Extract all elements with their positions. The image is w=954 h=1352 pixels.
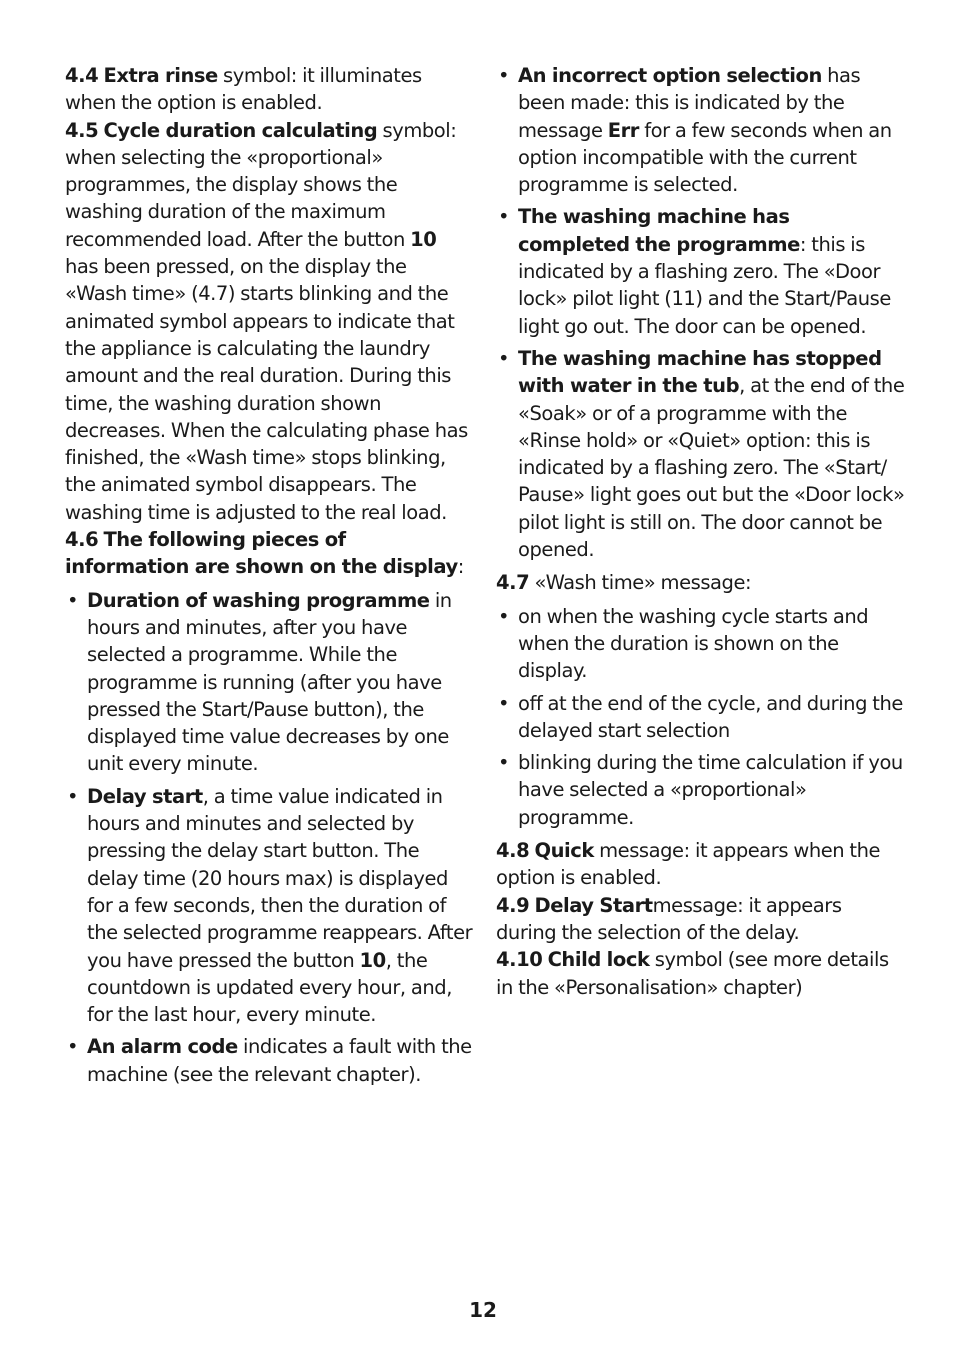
wash-time-list xyxy=(496,603,906,831)
item-title: Duration of washing programme xyxy=(87,588,430,612)
item-text: , a time value indicated in hours and minutes and selected by pressing the delay start button. The delay time (20 hours max) is displayed for a few seconds, then the duration of the selected programme reappears. After you have pressed the button xyxy=(87,784,473,972)
section-title: Cycle duration calculating xyxy=(103,118,378,142)
item-title: An incorrect option selection xyxy=(518,64,822,87)
item-text: : this is indicated by a flashing zero. The «Door lock» pilot light (11) and the Start/Pause light go out. The door can be opened. xyxy=(518,232,891,338)
section-number: 4.6 xyxy=(65,528,99,552)
bullet-icon: • xyxy=(498,346,510,370)
section-text: message: it appears when the option is enabled. xyxy=(496,839,881,890)
list-item xyxy=(496,345,906,563)
section-text: symbol (see more details in the «Personalisation» chapter) xyxy=(496,948,889,999)
button-reference: 10 xyxy=(359,948,386,972)
display-info-list-continued xyxy=(496,62,906,563)
item-text: off at the end of the cycle, and during the delayed start selection xyxy=(518,691,903,742)
button-reference: 10 xyxy=(410,227,437,251)
section-text: «Wash time» message: xyxy=(529,571,752,595)
section-title: Delay Start xyxy=(534,893,653,917)
bullet-icon: • xyxy=(498,64,510,87)
item-title: Delay start xyxy=(87,784,203,808)
bullet-icon: • xyxy=(498,691,510,715)
section-text: has been pressed, on the display the «Wash time» (4.7) starts blinking and the animated symbol appears to indicate that the appliance is calculating the laundry amount and the real duration. During this time, the washing duration shown decreases. When the calculating phase has finished, the «Wash time» stops blinking, the animated symbol disappears. The washing time is adjusted to the real load. xyxy=(65,255,468,524)
list-item xyxy=(65,587,473,778)
section-text: message: it appears during the selection of the delay. xyxy=(496,893,842,944)
section-text: symbol: when selecting the «proportional» programmes, the display shows the washing duration of the maximum recommended load. After the button xyxy=(65,118,457,251)
page-number: 12 xyxy=(469,1298,497,1322)
display-info-list xyxy=(65,587,473,1088)
section-4-5 xyxy=(65,117,473,526)
right-column xyxy=(496,62,906,1001)
section-title: Child lock xyxy=(547,948,650,972)
item-text: , at the end of the «Soak» or of a programme with the «Rinse hold» or «Quiet» option: this is indicated by a flashing zero. The «Start/ Pause» light goes out but the «Door lock» pilot light is still on. The door cannot be opened. xyxy=(518,374,905,562)
item-text: for a few seconds when an option incompatible with the current programme is selected. xyxy=(518,118,892,197)
section-title: The following pieces of information are shown on the display xyxy=(65,528,458,579)
list-item xyxy=(65,783,473,1029)
section-number: 4.4 xyxy=(65,64,99,87)
section-title: Quick xyxy=(534,839,594,863)
item-title: The washing machine has stopped with water in the tub xyxy=(518,346,882,398)
item-title: An alarm code xyxy=(87,1035,238,1059)
item-text: indicates a fault with the machine (see the relevant chapter). xyxy=(87,1035,472,1086)
bullet-icon: • xyxy=(67,588,79,612)
section-4-8 xyxy=(496,837,906,892)
bullet-icon: • xyxy=(67,1035,79,1059)
list-item xyxy=(496,749,906,831)
section-number: 4.10 xyxy=(496,948,543,972)
error-code: Err xyxy=(607,118,639,142)
item-title: The washing machine has completed the programme xyxy=(518,205,800,256)
list-item xyxy=(496,203,906,339)
section-number: 4.5 xyxy=(65,118,99,142)
section-4-6: 4.6 The following pieces of information are shown on the display: xyxy=(65,528,464,579)
item-text: in hours and minutes, after you have selected a programme. While the programme is running (after you have pressed the Start/Pause button), the displayed time value decreases by one unit every minute. xyxy=(87,588,452,776)
item-text: blinking during the time calculation if you have selected a «proportional» programme. xyxy=(518,751,903,829)
section-title: Extra rinse xyxy=(103,64,218,87)
section-number: 4.7 xyxy=(496,571,530,595)
list-item xyxy=(65,1033,473,1088)
item-text: has been made: this is indicated by the message xyxy=(518,64,861,142)
section-text: symbol: it illuminates when the option is enabled. xyxy=(65,64,422,115)
section-number: 4.8 xyxy=(496,839,530,863)
list-item xyxy=(496,690,906,745)
bullet-icon: • xyxy=(67,784,79,808)
section-number: 4.9 xyxy=(496,893,530,917)
section-4-9 xyxy=(496,892,906,947)
item-text: on when the washing cycle starts and when the duration is shown on the display. xyxy=(518,604,869,683)
left-column xyxy=(65,62,473,1094)
section-4-4 xyxy=(65,62,473,117)
section-4-7 xyxy=(496,569,906,596)
bullet-icon: • xyxy=(498,604,510,628)
list-item xyxy=(496,62,906,198)
bullet-icon: • xyxy=(498,205,510,229)
section-4-10 xyxy=(496,946,906,1001)
item-text: , the countdown is updated every hour, and, for the last hour, every minute. xyxy=(87,948,452,1027)
list-item xyxy=(496,603,906,685)
bullet-icon: • xyxy=(498,751,510,775)
